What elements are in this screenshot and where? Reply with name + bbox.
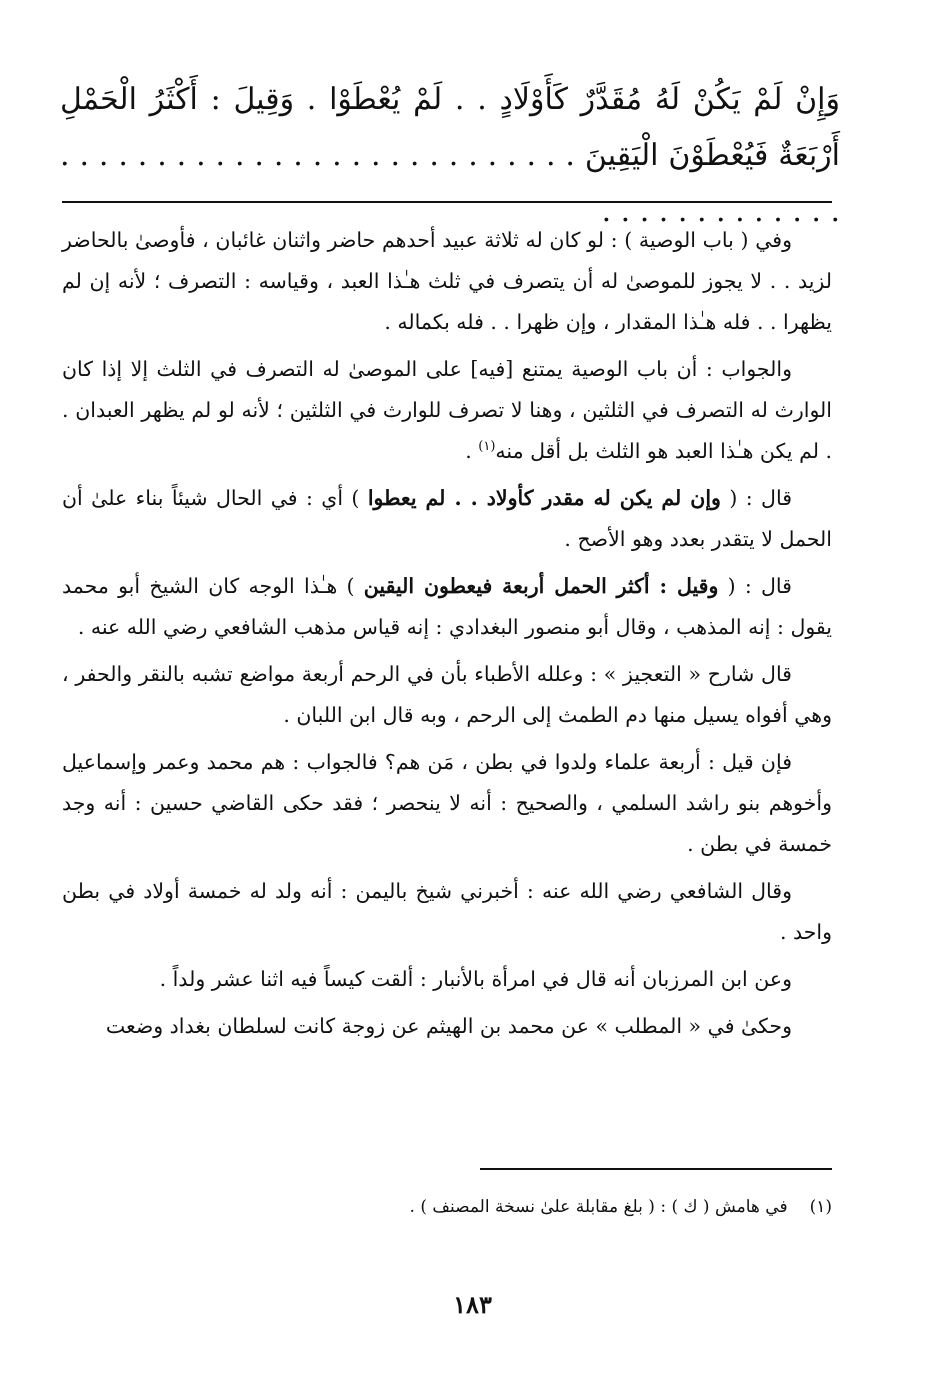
paragraph-text: والجواب : أن باب الوصية يمتنع [فيه] على الموصىٰ له التصرف في الثلث إلا إذا كان الوارث له التصرف في الثلثين ، وهنا لا تصرف للوارث في الثلثين ؛ لأنه لو لم يظهر العبدان . . لم يكن هـٰذا العبد هو الثلث بل أقل منه xyxy=(62,357,832,463)
footnote-number: (١) xyxy=(809,1197,832,1217)
matn-quote: وقيل : أكثر الحمل أربعة فيعطون اليقين xyxy=(363,574,719,598)
paragraph-text: قال : ( xyxy=(720,486,792,510)
paragraph-text: ) هـٰذا الوجه كان الشيخ أبو محمد يقول : إنه المذهب ، وقال أبو منصور البغدادي : إنه قياس مذهب الشافعي رضي الله عنه . xyxy=(62,574,832,639)
paragraph: وفي ( باب الوصية ) : لو كان له ثلاثة عبيد أحدهم حاضر واثنان غائبان ، فأوصىٰ بالحاضر لزيد . . لا يجوز للموصىٰ له أن يتصرف في ثلث هـٰذا العبد ، وقياسه : التصرف ؛ لأنه إن لم يظهرا . . فله هـٰذا المقدار ، وإن ظهرا . . فله بكماله . xyxy=(62,228,832,334)
page-number: ١٨٣ xyxy=(453,1290,492,1319)
paragraph xyxy=(62,566,832,648)
footnote-text: في هامش ( ك ) : ( بلغ مقابلة علىٰ نسخة المصنف ) . xyxy=(409,1197,788,1217)
commentary-body xyxy=(62,220,832,1053)
matn-quote: وإن لم يكن له مقدر كأولاد . . لم يعطوا xyxy=(367,486,721,510)
paragraph xyxy=(62,478,832,560)
paragraph: وحكىٰ في « المطلب » عن محمد بن الهيثم عن زوجة كانت لسلطان بغداد وضعت xyxy=(105,1014,792,1038)
paragraph: وعن ابن المرزبان أنه قال في امرأة بالأنبار : ألقت كيساً فيه اثنا عشر ولداً . xyxy=(159,967,792,991)
paragraph xyxy=(62,349,832,472)
footnote-ref[interactable]: (١) xyxy=(478,439,496,455)
paragraph-tail: . xyxy=(465,439,479,463)
matn-divider xyxy=(62,201,832,203)
paragraph: وقال الشافعي رضي الله عنه : أخبرني شيخ باليمن : أنه ولد له خمسة أولاد في بطن واحد . xyxy=(62,879,832,944)
matn-text xyxy=(60,72,840,240)
paragraph-text: ) أي : في الحال شيئاً بناء علىٰ أن الحمل لا يتقدر بعدد وهو الأصح . xyxy=(62,486,832,551)
matn-dots: . . . . . . . . . . . . . . . . . . . . . . . . . . . . . . . . . . . . . . . xyxy=(60,138,840,229)
paragraph: فإن قيل : أربعة علماء ولدوا في بطن ، مَن هم؟ فالجواب : هم محمد وعمر وإسماعيل وأخوهم بنو راشد السلمي ، والصحيح : أنه لا ينحصر ؛ فقد حكى القاضي حسين : أنه وجد خمسة في بطن . xyxy=(62,750,832,856)
footnote xyxy=(62,1190,832,1224)
paragraph-text: قال : ( xyxy=(718,574,792,598)
footnote-divider xyxy=(480,1168,832,1170)
matn-line: وَإِنْ لَمْ يَكُنْ لَهُ مُقَدَّرٌ كَأَوْلَادٍ . . لَمْ يُعْطَوْا . وَقِيلَ : أَكْثَرُ الْحَمْلِ أَرْبَعَةٌ فَيُعْطَوْنَ الْيَقِينَ . xyxy=(60,82,840,173)
paragraph: قال شارح « التعجيز » : وعلله الأطباء بأن في الرحم أربعة مواضع تشبه بالنقر والحفر ، وهي أفواه يسيل منها دم الطمث إلى الرحم ، وبه قال ابن اللبان . xyxy=(62,662,832,727)
